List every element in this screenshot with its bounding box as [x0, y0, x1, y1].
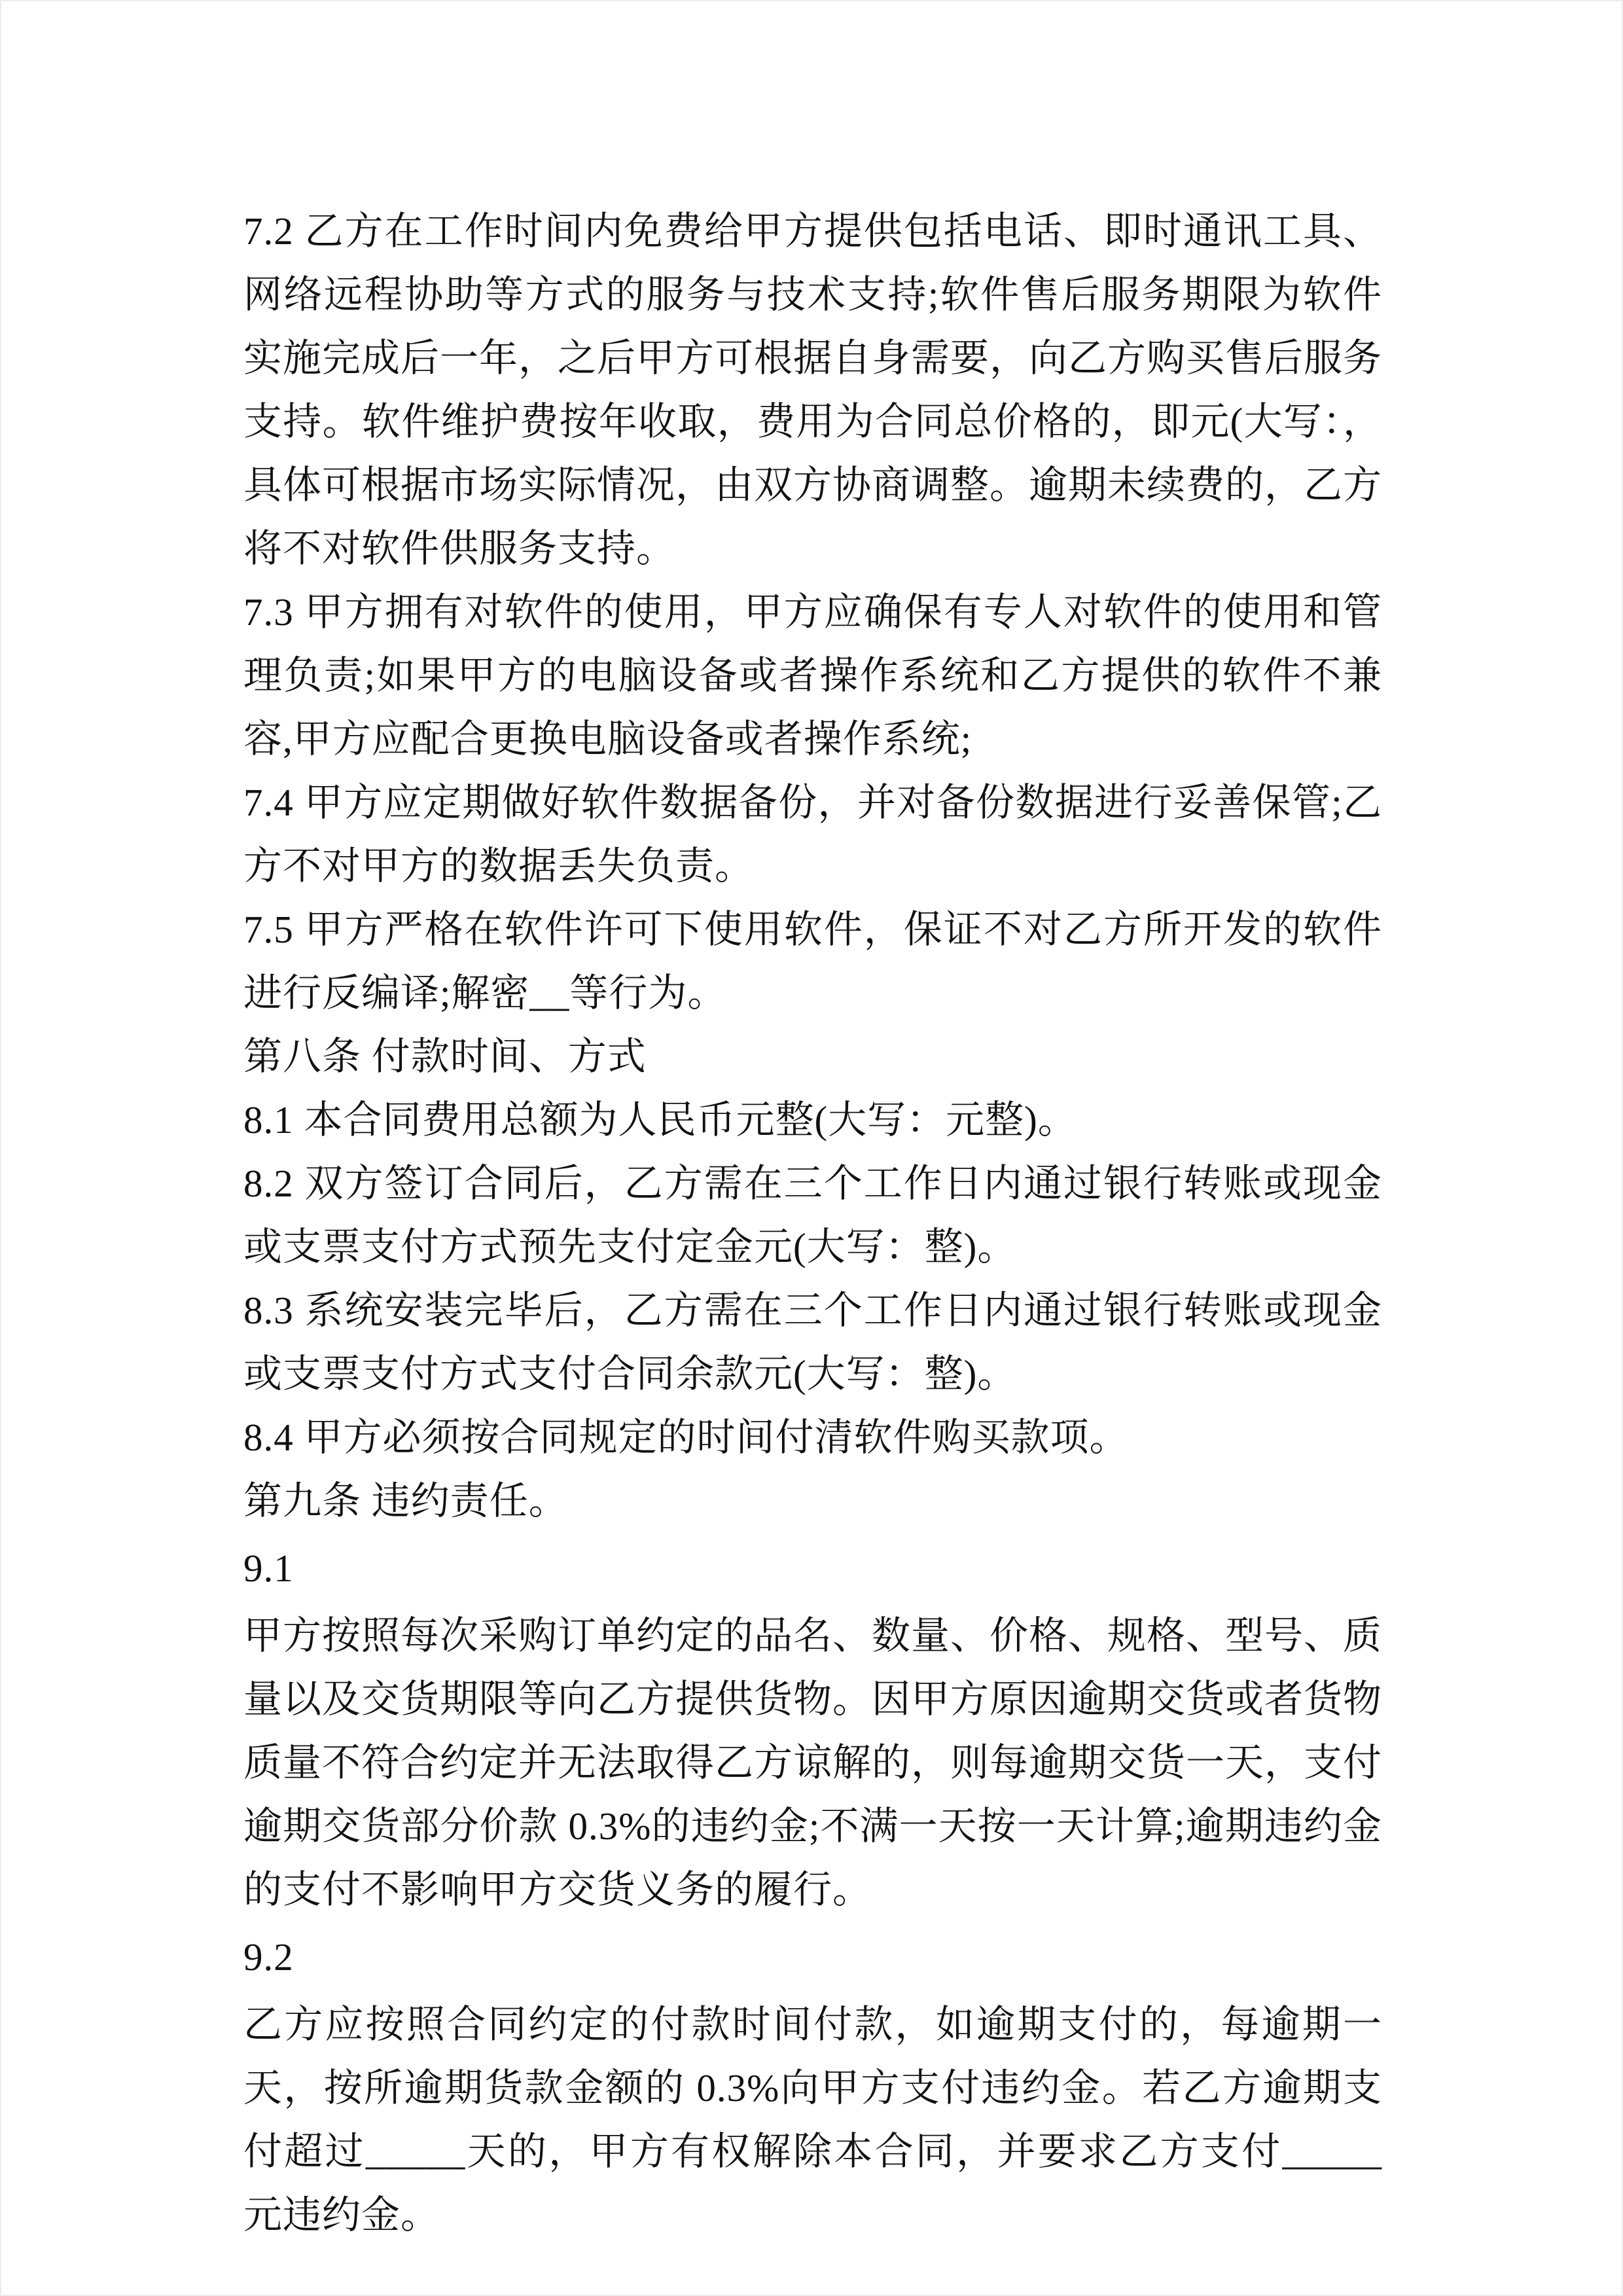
- clause-9-1-body: 甲方按照每次采购订单约定的品名、数量、价格、规格、型号、质量以及交货期限等向乙方提供货物。因甲方原因逾期交货或者货物质量不符合约定并无法取得乙方谅解的，则每逾期交货一天，支付逾期交货部分价款 0.3%的违约金;不满一天按一天计算;逾期违约金的支付不影响甲方交货义务的履行。: [243, 1614, 1383, 1911]
- heading-article-8: 第八条 付款时间、方式: [243, 1035, 647, 1078]
- clause-8-1: 8.1 本合同费用总额为人民币元整(大写：元整)。: [243, 1098, 1077, 1141]
- clause-9-2-body: 乙方应按照合同约定的付款时间付款，如逾期支付的，每逾期一天，按所逾期货款金额的 0.3%向甲方支付违约金。若乙方逾期支付超过_____天的，甲方有权解除本合同，并要求乙方支付_____元违约金。: [243, 2003, 1382, 2236]
- clause-7-5: 7.5 甲方严格在软件许可下使用软件，保证不对乙方所开发的软件进行反编译;解密__等行为。: [243, 908, 1382, 1014]
- clause-8-4: 8.4 甲方必须按合同规定的时间付清软件购买款项。: [243, 1416, 1129, 1459]
- clause-7-3: 7.3 甲方拥有对软件的使用，甲方应确保有专人对软件的使用和管理负责;如果甲方的电脑设备或者操作系统和乙方提供的软件不兼容,甲方应配合更换电脑设备或者操作系统;: [243, 590, 1382, 761]
- heading-article-9: 第九条 违约责任。: [243, 1479, 568, 1522]
- clause-9-2-number: 9.2: [243, 1935, 294, 1979]
- clause-7-2: 7.2 乙方在工作时间内免费给甲方提供包括电话、即时通讯工具、网络远程协助等方式的服务与技术支持;软件售后服务期限为软件实施完成后一年，之后甲方可根据自身需要，向乙方购买售后服务支持。软件维护费按年收取，费用为合同总价格的，即元(大写：，具体可根据市场实际情况，由双方协商调整。逾期未续费的，乙方将不对软件供服务支持。: [243, 209, 1383, 570]
- clause-7-4: 7.4 甲方应定期做好软件数据备份，并对备份数据进行妥善保管;乙方不对甲方的数据丢失负责。: [243, 781, 1382, 888]
- clause-9-1-number: 9.1: [243, 1547, 294, 1590]
- clause-8-3: 8.3 系统安装完毕后，乙方需在三个工作日内通过银行转账或现金或支票支付方式支付合同余款元(大写：整)。: [243, 1289, 1382, 1395]
- contract-body: [243, 200, 1382, 2247]
- clause-8-2: 8.2 双方签订合同后，乙方需在三个工作日内通过银行转账或现金或支票支付方式预先支付定金元(大写：整)。: [243, 1162, 1382, 1268]
